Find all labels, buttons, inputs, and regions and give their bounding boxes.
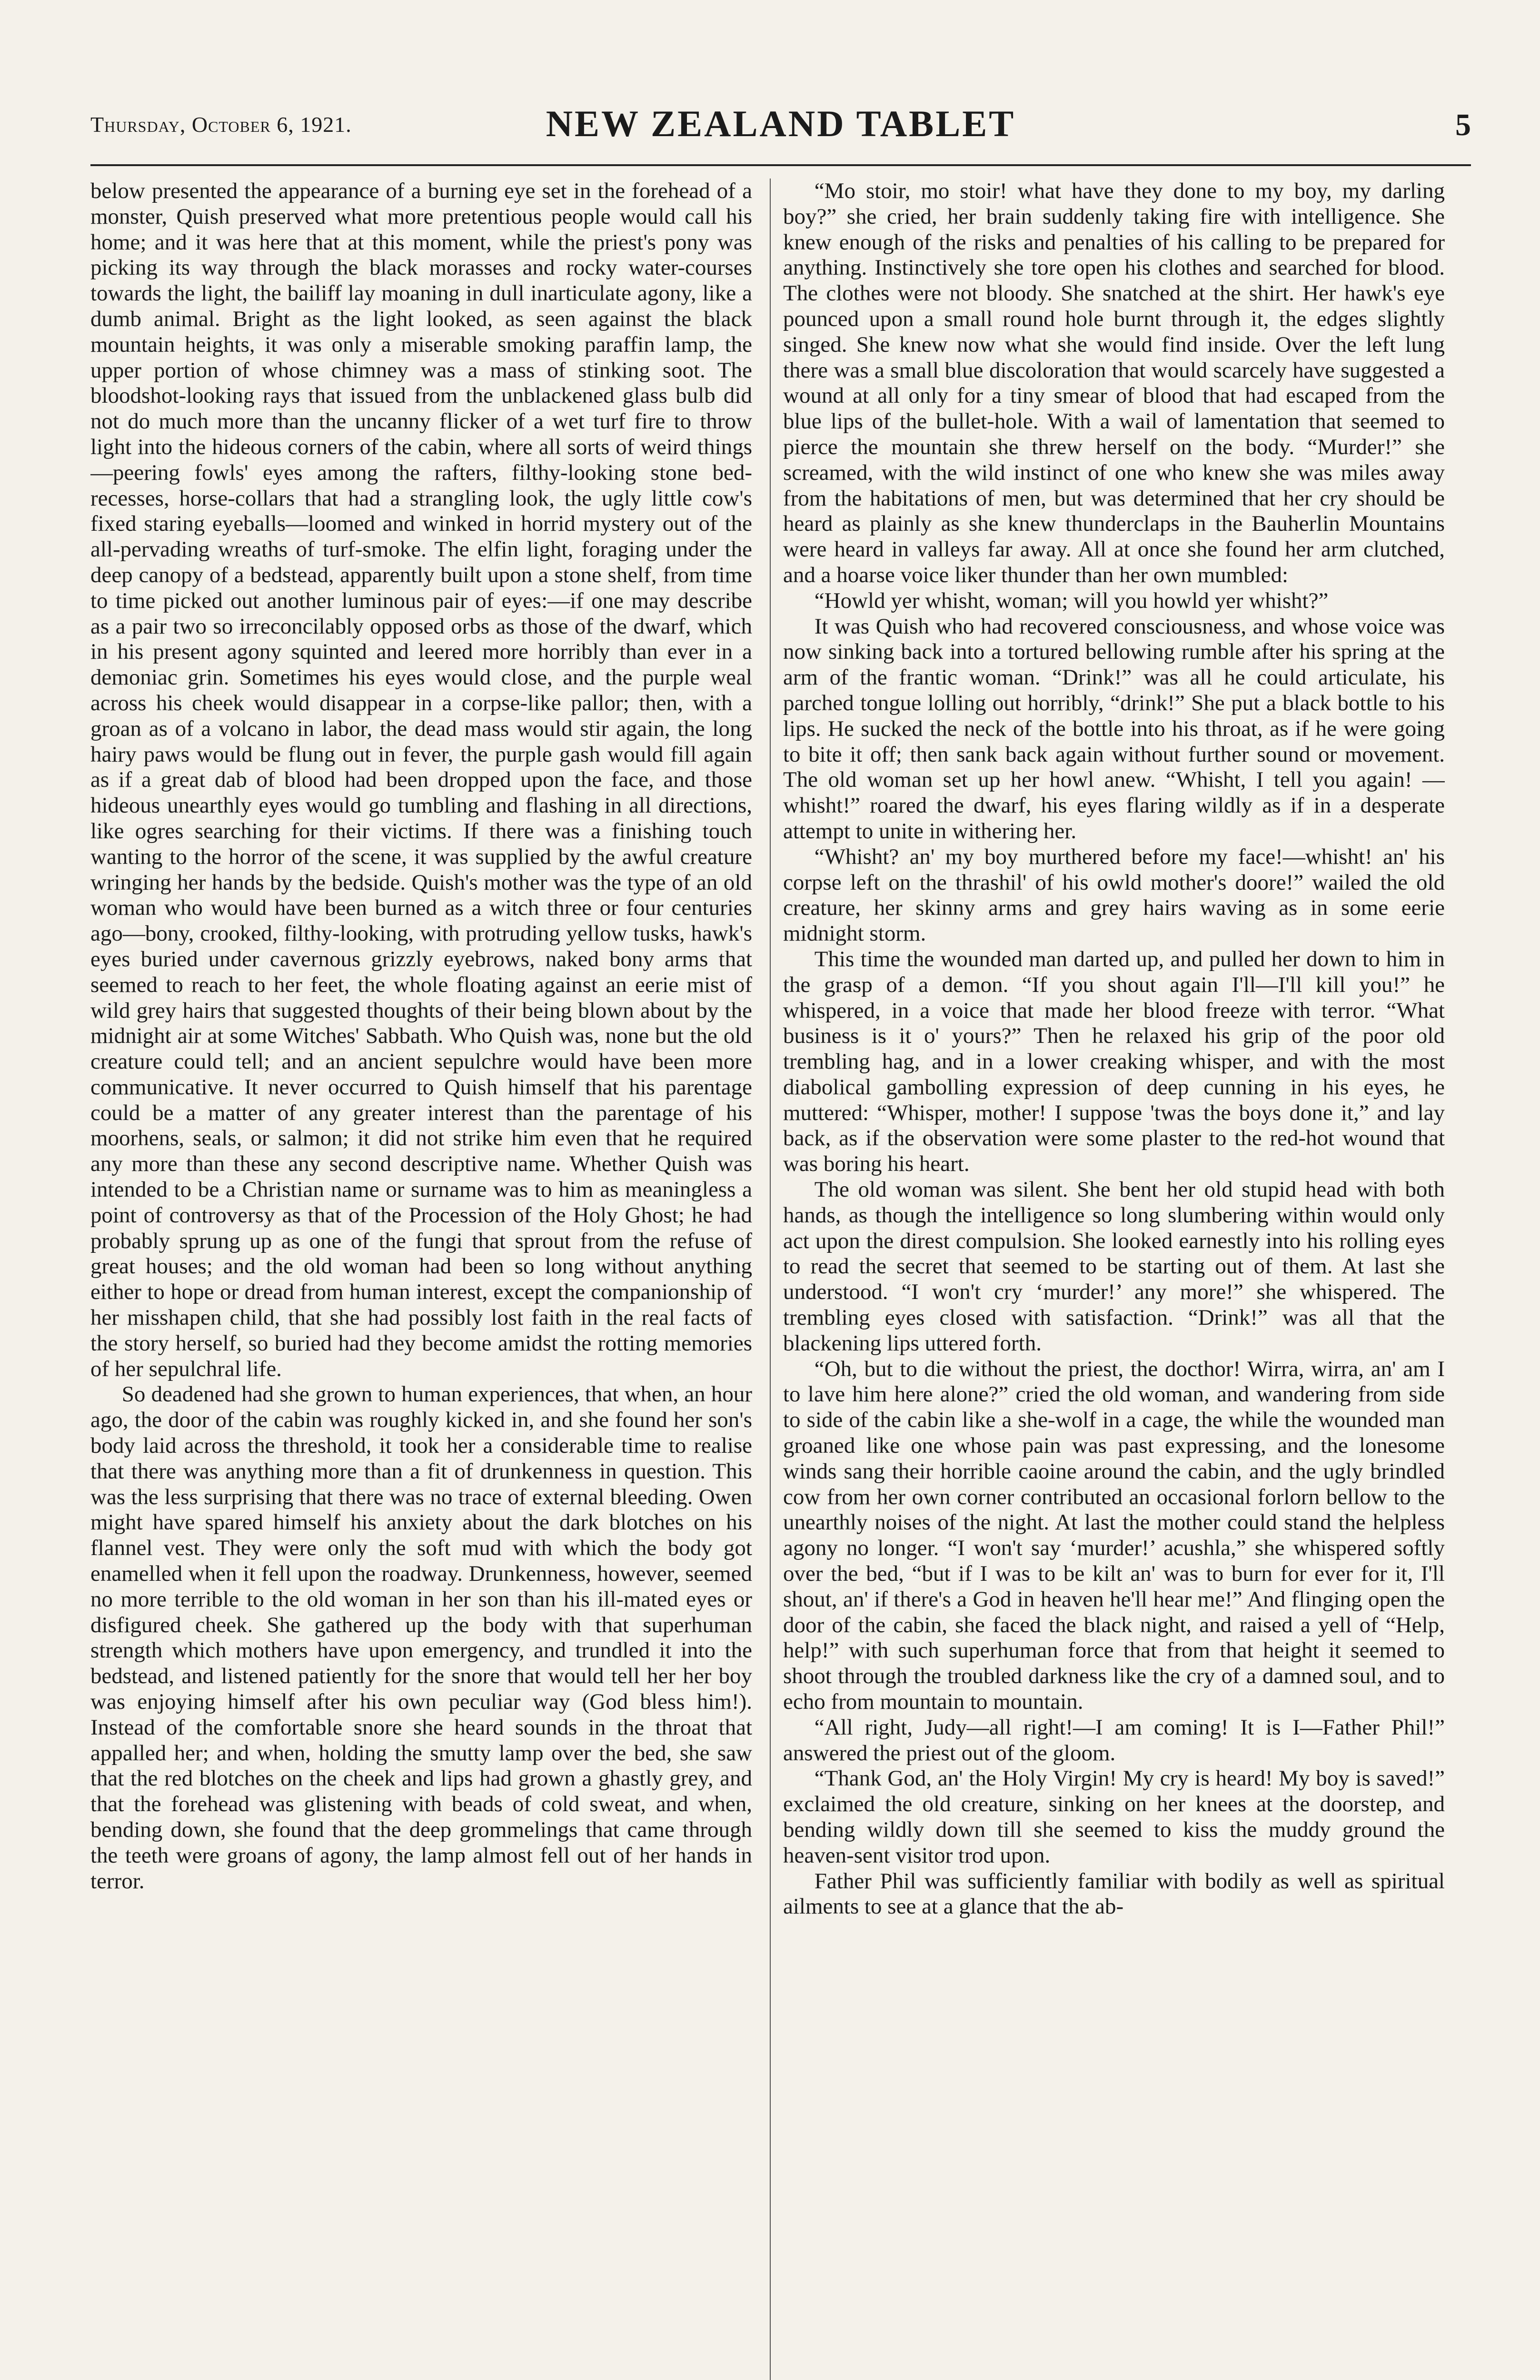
page-header	[90, 102, 1471, 159]
paragraph: below presented the appearance of a burning eye set in the forehead of a monster, Quish preserved what more pretentious people would call his home; and it was here that at this moment, while the priest's pony was picking its way through the black morasses and rocky water-courses towards the light, the bailiff lay moaning in dull inarticulate agony, like a dumb animal. Bright as the light looked, as seen against the black mountain heights, it was only a miserable smoking paraffin lamp, the upper portion of whose chimney was a mass of stinking soot. The bloodshot-looking rays that issued from the unblackened glass bulb did not do much more than the uncanny flicker of a wet turf fire to throw light into the hideous corners of the cabin, where all sorts of weird things—peering fowls' eyes among the rafters, filthy-looking stone bed-recesses, horse-collars that had a strangling look, the ugly little cow's fixed staring eyeballs—loomed and winked in horrid mystery out of the all-pervading wreaths of turf-smoke. The elfin light, foraging under the deep canopy of a bedstead, apparently built upon a stone shelf, from time to time picked out another luminous pair of eyes:—if one may describe as a pair two so irreconcilably opposed orbs as those of the dwarf, which in his present agony squinted and leered more horribly than ever in a demoniac grin. Sometimes his eyes would close, and the purple weal across his cheek would disappear in a corpse-like pallor; then, with a groan as of a volcano in labor, the dead mass would stir again, the long hairy paws would be flung out in fever, the purple gash would fill again as if a great dab of blood had been dropped upon the face, and those hideous unearthly eyes would go tumbling and flashing in all directions, like ogres searching for their victims. If there was a finishing touch wanting to the horror of the scene, it was supplied by the awful creature wringing her hands by the bedside. Quish's mother was the type of an old woman who would have been burned as a witch three or four centuries ago—bony, crooked, filthy-looking, with protruding yellow tusks, hawk's eyes buried under cavernous grizzly eyebrows, naked bony arms that seemed to reach to her feet, the whole floating against an eerie mist of wild grey hairs that suggested thoughts of their being blown about by the midnight air at some Witches' Sabbath. Who Quish was, none but the old creature could tell; and an ancient sepulchre would have been more communicative. It never occurred to Quish himself that his parentage could be a matter of any greater interest than the parentage of his moorhens, seals, or salmon; it did not strike him even that he required any more than these any second descriptive name. Whether Quish was intended to be a Christian name or surname was to him as meaningless a point of controversy as that of the Procession of the Holy Ghost; he had probably sprung up as one of the fungi that sprout from the refuse of great houses; and the old woman had been so long without anything either to hope or dread from human interest, except the companionship of her misshapen child, that she had possibly lost faith in the real facts of the story herself, so buried had they become amidst the rotting memories of her sepulchral life.	[90, 178, 752, 1381]
column-right	[783, 178, 1445, 2380]
paragraph: “All right, Judy—all right!—I am coming! It is I—Father Phil!” answered the priest out of the gloom.	[783, 1715, 1445, 1765]
header-rule	[90, 164, 1471, 166]
masthead-title: NEW ZEALAND TABLET	[546, 103, 1016, 144]
page-number: 5	[1455, 108, 1471, 142]
paragraph: This time the wounded man darted up, and pulled her down to him in the grasp of a demon. “If you shout again I'll—I'll kill you!” he whispered, in a voice that made her blood freeze with terror. “What business is it o' yours?” Then he relaxed his grip of the poor old trembling hag, and in a lower creaking whisper, and with the most diabolical gambolling expression of deep cunning in his eyes, he muttered: “Whisper, mother! I suppose 'twas the boys done it,” and lay back, as if the observation were some plaster to the red-hot wound that was boring his heart.	[783, 946, 1445, 1177]
column-left	[90, 178, 752, 2380]
paragraph: “Howld yer whisht, woman; will you howld yer whisht?”	[814, 588, 1329, 613]
paragraph: It was Quish who had recovered consciousness, and whose voice was now sinking back into a tortured bellowing rumble after his spring at the arm of the frantic woman. “Drink!” was all he could articulate, his parched tongue lolling out horribly, “drink!” She put a black bottle to his lips. He sucked the neck of the bottle into his throat, as if he were going to bite it off; then sank back again without further sound or movement. The old woman set up her howl anew. “Whisht, I tell you again! —whisht!” roared the dwarf, his eyes flaring wildly as if in a desperate attempt to unite in withering her.	[783, 614, 1445, 843]
paragraph: The old woman was silent. She bent her old stupid head with both hands, as though the intelligence so long slumbering within would only act upon the direst compulsion. She looked earnestly into his rolling eyes to read the secret that seemed to be starting out of them. At last she understood. “I won't cry ‘murder!’ any more!” she whispered. The trembling eyes closed with satisfaction. “Drink!” was all that the blackening lips uttered forth.	[783, 1177, 1445, 1356]
paragraph: “Thank God, an' the Holy Virgin! My cry is heard! My boy is saved!” exclaimed the old creature, sinking on her knees at the doorstep, and bending wildly down till she seemed to kiss the muddy ground the heaven-sent visitor trod upon.	[783, 1766, 1445, 1868]
column-divider	[770, 178, 771, 2380]
paragraph: So deadened had she grown to human experiences, that when, an hour ago, the door of the cabin was roughly kicked in, and she found her son's body laid across the threshold, it took her a considerable time to realise that there was anything more than a fit of drunkenness in question. This was the less surprising that there was no trace of external bleeding. Owen might have spared himself his anxiety about the dark blotches on his flannel vest. They were only the soft mud with which the body got enamelled when it fell upon the roadway. Drunkenness, however, seemed no more terrible to the old woman in her son than his ill-mated eyes or disfigured cheek. She gathered up the body with that superhuman strength which mothers have upon emergency, and trundled it into the bedstead, and listened patiently for the snore that would tell her her boy was enjoying himself after his own peculiar way (God bless him!). Instead of the comfortable snore she heard sounds in the throat that appalled her; and when, holding the smutty lamp over the bed, she saw that the red blotches on the cheek and lips had grown a ghastly grey, and that the forehead was glistening with beads of cold sweat, and when, bending down, she found that the deep grommelings that came through the teeth were groans of agony, the lamp almost fell out of her hands in terror.	[90, 1382, 752, 1894]
paragraph: “Oh, but to die without the priest, the docthor! Wirra, wirra, an' am I to lave him here alone?” cried the old woman, and wandering from side to side of the cabin like a she-wolf in a cage, the while the wounded man groaned like one whose pain was past expressing, and the lonesome winds sang their horrible caoine around the cabin, and the ugly brindled cow from her own corner contributed an occasional forlorn bellow to the unearthly noises of the night. At last the mother could stand the helpless agony no longer. “I won't say ‘murder!’ acushla,” she whispered softly over the bed, “but if I was to be kilt an' was to burn for ever for it, I'll shout, an' if there's a God in heaven he'll hear me!” And flinging open the door of the cabin, she faced the black night, and raised a yell of “Help, help!” with such superhuman force that from that height it seemed to shoot through the troubled darkness like the cry of a damned soul, and to echo from mountain to mountain.	[783, 1356, 1445, 1715]
paragraph: Father Phil was sufficiently familiar with bodily as well as spiritual ailments to see at a glance that the ab-	[783, 1868, 1445, 1919]
issue-date: Thursday, October 6, 1921.	[90, 112, 352, 137]
paragraph: “Whisht? an' my boy murthered before my face!—whisht! an' his corpse left on the thrashil' of his owld mother's doore!” wailed the old creature, her skinny arms and grey hairs waving as in some eerie midnight storm.	[783, 844, 1445, 946]
paragraph: “Mo stoir, mo stoir! what have they done to my boy, my darling boy?” she cried, her brain suddenly taking fire with intelligence. She knew enough of the risks and penalties of his calling to be prepared for anything. Instinctively she tore open his clothes and searched for blood. The clothes were not bloody. She snatched at the shirt. Her hawk's eye pounced upon a small round hole burnt through it, the edges slightly singed. She knew now what she would find inside. Over the left lung there was a small blue discoloration that would scarcely have suggested a wound at all only for a tiny smear of blood that had escaped from the blue lips of the bullet-hole. With a wail of lamentation that seemed to pierce the mountain she threw herself on the body. “Murder!” she screamed, with the wild instinct of one who knew she was miles away from the habitations of men, but was determined that her cry should be heard as plainly as she knew thunderclaps in the Bauherlin Mountains were heard in valleys far away. All at once she found her arm clutched, and a hoarse voice liker thunder than her own mumbled:	[783, 178, 1445, 587]
